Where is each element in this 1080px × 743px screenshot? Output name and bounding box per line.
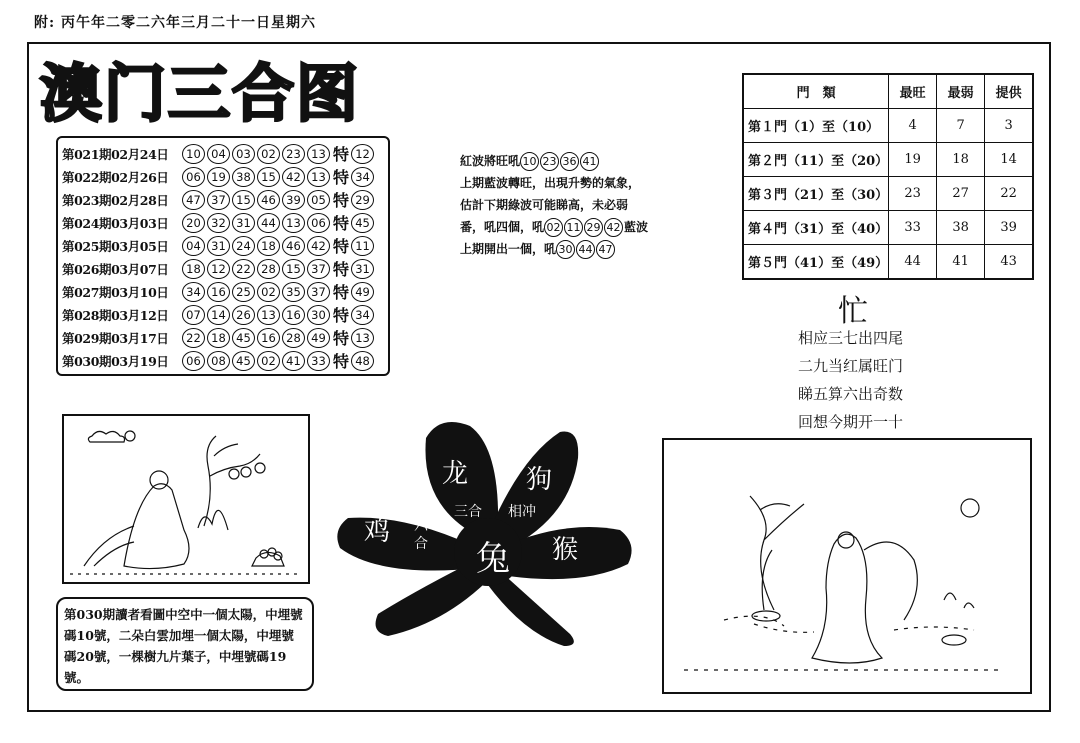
number-ball: 46	[257, 190, 280, 210]
hot-value: 19	[889, 143, 937, 177]
number-ball: 37	[307, 282, 330, 302]
special-mark: 特	[333, 168, 350, 187]
cold-value: 41	[937, 245, 985, 280]
poem-line: 回想今期开一十	[798, 413, 904, 431]
table-header-row	[743, 74, 1033, 109]
tip-number-ball: 23	[540, 152, 559, 171]
special-ball: 34	[351, 167, 374, 187]
number-ball: 20	[182, 213, 205, 233]
door-label: 第３門（21）至（30）	[743, 177, 889, 211]
tip-line-2: 上期藍波轉旺，出現升勢的氣象，	[460, 176, 641, 190]
number-ball: 23	[282, 144, 305, 164]
number-ball: 03	[232, 144, 255, 164]
liuhe-label-bottom: 合	[414, 536, 428, 552]
draw-label: 第023期02月28日	[62, 192, 169, 208]
cold-value: 27	[937, 177, 985, 211]
number-ball: 04	[207, 144, 230, 164]
number-ball: 07	[182, 305, 205, 325]
special-mark: 特	[333, 306, 350, 325]
sun-icon	[961, 499, 979, 517]
number-ball: 42	[282, 167, 305, 187]
hot-value: 23	[889, 177, 937, 211]
hot-value: 4	[889, 109, 937, 143]
tip-line-3: 估計下期綠波可能睇高，未必弱	[460, 198, 629, 212]
number-ball: 06	[307, 213, 330, 233]
draw-row	[62, 188, 384, 211]
number-ball: 31	[232, 213, 255, 233]
number-ball: 14	[207, 305, 230, 325]
draw-row	[62, 165, 384, 188]
door-label: 第１門（1）至（10）	[743, 109, 889, 143]
liuhe-label-top: 六	[414, 518, 428, 534]
lady-drawing	[664, 440, 1030, 692]
hot-value: 44	[889, 245, 937, 280]
number-ball: 39	[282, 190, 305, 210]
number-ball: 05	[307, 190, 330, 210]
number-ball: 28	[282, 328, 305, 348]
number-ball: 15	[282, 259, 305, 279]
tip-number-ball: 47	[596, 240, 615, 259]
number-ball: 44	[257, 213, 280, 233]
special-mark: 特	[333, 237, 350, 256]
table-row	[743, 177, 1033, 211]
page-title: 澳门三合图	[40, 57, 361, 130]
col-header-offer: 提供	[985, 74, 1034, 109]
cold-value: 18	[937, 143, 985, 177]
zodiac-rabbit: 兔	[476, 539, 510, 579]
table-row	[743, 245, 1033, 280]
number-ball: 06	[182, 351, 205, 371]
draw-label: 第026期03月07日	[62, 261, 169, 277]
scholar-illustration	[62, 414, 310, 584]
number-ball: 38	[232, 167, 255, 187]
col-header-category: 門 類	[743, 74, 889, 109]
number-ball: 06	[182, 167, 205, 187]
number-ball: 16	[207, 282, 230, 302]
busy-char: 忙	[838, 294, 868, 329]
number-ball: 15	[257, 167, 280, 187]
number-ball: 10	[182, 144, 205, 164]
tip-number-ball: 29	[584, 218, 603, 237]
special-ball: 29	[351, 190, 374, 210]
col-header-cold: 最弱	[937, 74, 985, 109]
special-ball: 11	[351, 236, 374, 256]
number-ball: 37	[207, 190, 230, 210]
number-ball: 18	[182, 259, 205, 279]
poem-line: 相应三七出四尾	[798, 329, 904, 347]
tip-number-ball: 30	[556, 240, 575, 259]
tip-line-4-suffix: 藍波	[624, 220, 649, 234]
draw-row	[62, 349, 384, 372]
draw-row	[62, 280, 384, 303]
offer-value: 39	[985, 211, 1034, 245]
number-ball: 35	[282, 282, 305, 302]
tip-line-5	[460, 238, 670, 260]
draw-label: 第027期03月10日	[62, 284, 169, 300]
offer-value: 22	[985, 177, 1034, 211]
offer-value: 14	[985, 143, 1034, 177]
draw-row	[62, 303, 384, 326]
tip-number-ball: 11	[564, 218, 583, 237]
number-ball: 02	[257, 144, 280, 164]
table-row	[743, 143, 1033, 177]
number-ball: 13	[257, 305, 280, 325]
special-ball: 13	[351, 328, 374, 348]
number-ball: 31	[207, 236, 230, 256]
hot-value: 33	[889, 211, 937, 245]
number-ball: 16	[282, 305, 305, 325]
door-label: 第２門（11）至（20）	[743, 143, 889, 177]
zodiac-flower	[330, 418, 635, 648]
tip-line-4	[460, 216, 670, 238]
number-ball: 47	[182, 190, 205, 210]
special-ball: 45	[351, 213, 374, 233]
xiangchong-label: 相冲	[508, 504, 536, 520]
date-header: 附: 丙午年二零二六年三月二十一日星期六	[34, 15, 317, 31]
draw-row	[62, 326, 384, 349]
tip-number-ball: 02	[544, 218, 563, 237]
number-ball: 18	[257, 236, 280, 256]
number-ball: 24	[232, 236, 255, 256]
special-mark: 特	[333, 329, 350, 348]
lady-illustration	[662, 438, 1032, 694]
draw-label: 第030期03月19日	[62, 353, 169, 369]
zodiac-monkey: 猴	[552, 535, 579, 565]
draw-row	[62, 211, 384, 234]
number-ball: 46	[282, 236, 305, 256]
number-ball: 41	[282, 351, 305, 371]
riddle-note: 第030期讀者看圖中空中一個太陽，中埋號碼10號，二朵白雲加埋一個太陽，中埋號碼20號，一棵樹九片葉子，中埋號碼19號。	[56, 597, 314, 691]
tip-line-4-text: 番，吼四個，吼	[460, 220, 545, 234]
number-ball: 26	[232, 305, 255, 325]
poem-block	[798, 324, 903, 436]
special-mark: 特	[333, 145, 350, 164]
tip-line-1-text: 紅波將旺吼	[460, 154, 521, 168]
number-ball: 45	[232, 351, 255, 371]
special-mark: 特	[333, 283, 350, 302]
number-ball: 04	[182, 236, 205, 256]
number-ball: 13	[307, 144, 330, 164]
special-mark: 特	[333, 214, 350, 233]
door-stats-table	[742, 73, 1034, 280]
draw-label: 第024期03月03日	[62, 215, 169, 231]
tip-number-ball: 42	[604, 218, 623, 237]
table-row	[743, 211, 1033, 245]
number-ball: 45	[232, 328, 255, 348]
wave-tip-text	[460, 150, 670, 260]
number-ball: 22	[182, 328, 205, 348]
draw-label: 第025期03月05日	[62, 238, 169, 254]
poem-line: 睇五算六出奇数	[798, 385, 904, 403]
number-ball: 42	[307, 236, 330, 256]
table-row	[743, 109, 1033, 143]
door-label: 第５門（41）至（49）	[743, 245, 889, 280]
number-ball: 18	[207, 328, 230, 348]
draw-row	[62, 234, 384, 257]
zodiac-rooster: 鸡	[364, 517, 391, 547]
number-ball: 30	[307, 305, 330, 325]
draw-label: 第028期03月12日	[62, 307, 169, 323]
draw-history-panel	[56, 136, 390, 376]
number-ball: 22	[232, 259, 255, 279]
sanhe-label: 三合	[454, 504, 482, 520]
special-ball: 49	[351, 282, 374, 302]
special-ball: 34	[351, 305, 374, 325]
number-ball: 12	[207, 259, 230, 279]
special-mark: 特	[333, 191, 350, 210]
number-ball: 13	[282, 213, 305, 233]
offer-value: 43	[985, 245, 1034, 280]
poem-line: 二九当红属旺门	[798, 357, 904, 375]
number-ball: 19	[207, 167, 230, 187]
cold-value: 7	[937, 109, 985, 143]
tip-number-ball: 36	[560, 152, 579, 171]
number-ball: 02	[257, 282, 280, 302]
number-ball: 08	[207, 351, 230, 371]
number-ball: 49	[307, 328, 330, 348]
offer-value: 3	[985, 109, 1034, 143]
draw-row	[62, 257, 384, 280]
draw-row	[62, 142, 384, 165]
tip-line-1	[460, 150, 670, 172]
number-ball: 13	[307, 167, 330, 187]
tip-number-ball: 41	[580, 152, 599, 171]
cold-value: 38	[937, 211, 985, 245]
zodiac-dragon: 龙	[442, 459, 469, 489]
scholar-drawing	[64, 416, 308, 582]
draw-label: 第021期02月24日	[62, 146, 169, 162]
special-ball: 48	[351, 351, 374, 371]
door-label: 第４門（31）至（40）	[743, 211, 889, 245]
number-ball: 02	[257, 351, 280, 371]
zodiac-dog: 狗	[526, 465, 553, 495]
number-ball: 32	[207, 213, 230, 233]
special-ball: 31	[351, 259, 374, 279]
tip-number-ball: 44	[576, 240, 595, 259]
number-ball: 16	[257, 328, 280, 348]
number-ball: 15	[232, 190, 255, 210]
number-ball: 34	[182, 282, 205, 302]
number-ball: 37	[307, 259, 330, 279]
draw-label: 第029期03月17日	[62, 330, 169, 346]
number-ball: 33	[307, 351, 330, 371]
special-ball: 12	[351, 144, 374, 164]
number-ball: 28	[257, 259, 280, 279]
draw-label: 第022期02月26日	[62, 169, 169, 185]
special-mark: 特	[333, 260, 350, 279]
col-header-hot: 最旺	[889, 74, 937, 109]
tip-line-5-text: 上期開出一個，吼	[460, 242, 557, 256]
number-ball: 25	[232, 282, 255, 302]
tip-number-ball: 10	[520, 152, 539, 171]
special-mark: 特	[333, 352, 350, 371]
